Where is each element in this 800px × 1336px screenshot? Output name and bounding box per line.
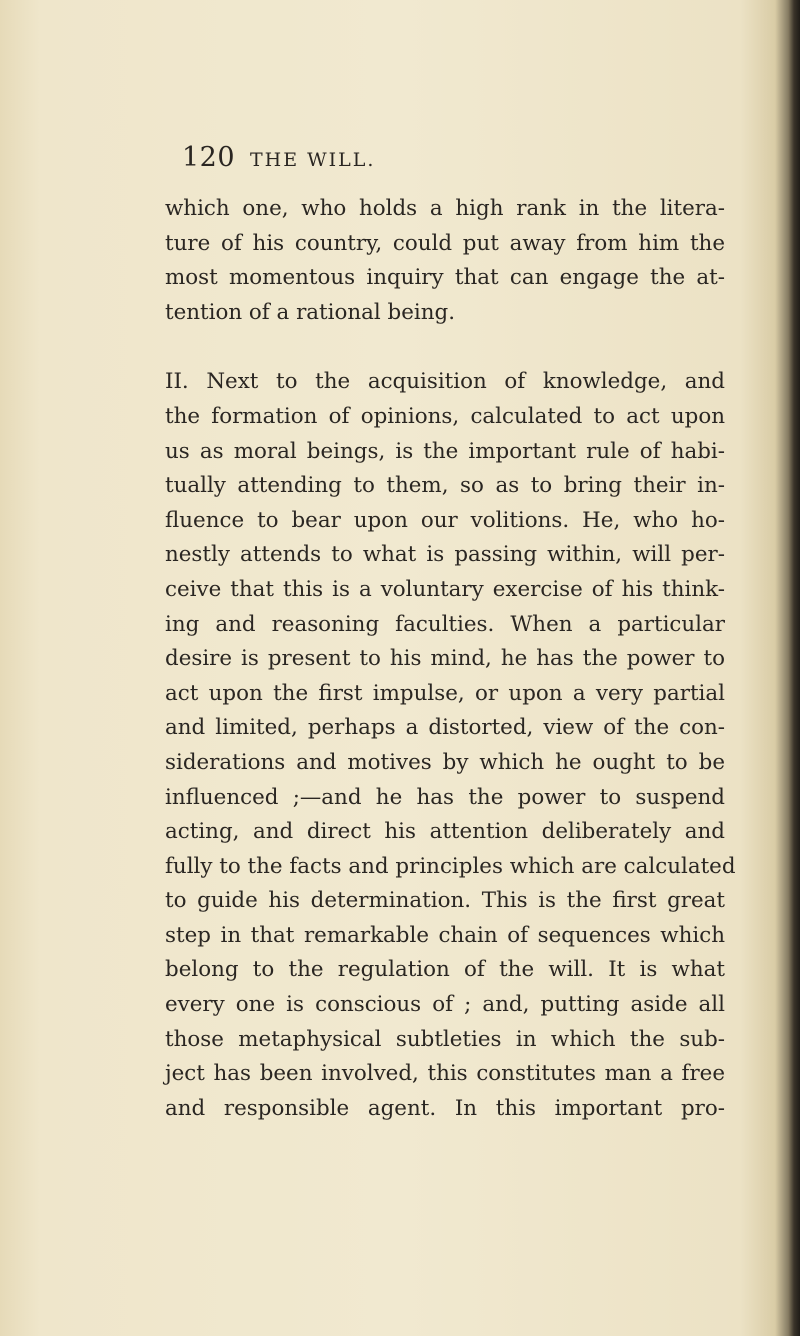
text-line: belong to the regulation of the will. It is what [165,957,725,983]
page-number: 120 [182,142,236,173]
text-line: tention of a rational being. [165,299,455,325]
text-line: us as moral beings, is the important rule of habi- [165,438,725,464]
text-line: siderations and motives by which he ought to be [165,749,725,775]
text-line: nestly attends to what is passing within, will per- [165,542,725,568]
text-line: fully to the facts and principles which are calculated [165,853,736,879]
text-line: and limited, perhaps a distorted, view of the con- [165,715,725,741]
text-line: fluence to bear upon our volitions. He, who ho- [165,507,725,533]
text-line: every one is conscious of ; and, putting aside all [165,992,725,1018]
text-line: act upon the first impulse, or upon a very partial [165,680,725,706]
text-line: tually attending to them, so as to bring their in- [165,473,725,499]
text-line: influenced ;—and he has the power to suspend [165,784,725,810]
text-line: desire is present to his mind, he has the power to [165,646,725,672]
text-line: to guide his determination. This is the first great [165,888,725,914]
text-line: step in that remarkable chain of sequences which [165,922,725,948]
header-title: THE WILL. [250,149,376,171]
paragraph-gap [165,330,725,365]
text-line: ceive that this is a voluntary exercise of his think- [165,576,725,602]
text-line: those metaphysical subtleties in which the sub- [165,1026,725,1052]
text-line: acting, and direct his attention deliberately and [165,819,725,845]
paragraph-1 [165,192,725,330]
text-line: the formation of opinions, calculated to act upon [165,403,725,429]
text-line: ture of his country, could put away from him the [165,230,725,256]
text-line: and responsible agent. In this important pro- [165,1095,725,1121]
text-line: ject has been involved, this constitutes man a free [165,1061,725,1087]
text-line: ing and reasoning faculties. When a particular [165,611,725,637]
body-text [165,192,736,1126]
running-header [157,142,717,182]
paragraph-2 [165,365,736,1126]
text-line: which one, who holds a high rank in the litera- [165,196,725,221]
text-line: most momentous inquiry that can engage the at- [165,265,725,291]
text-line: II. Next to the acquisition of knowledge, and [165,369,725,395]
page-binding-edge [788,0,800,1336]
